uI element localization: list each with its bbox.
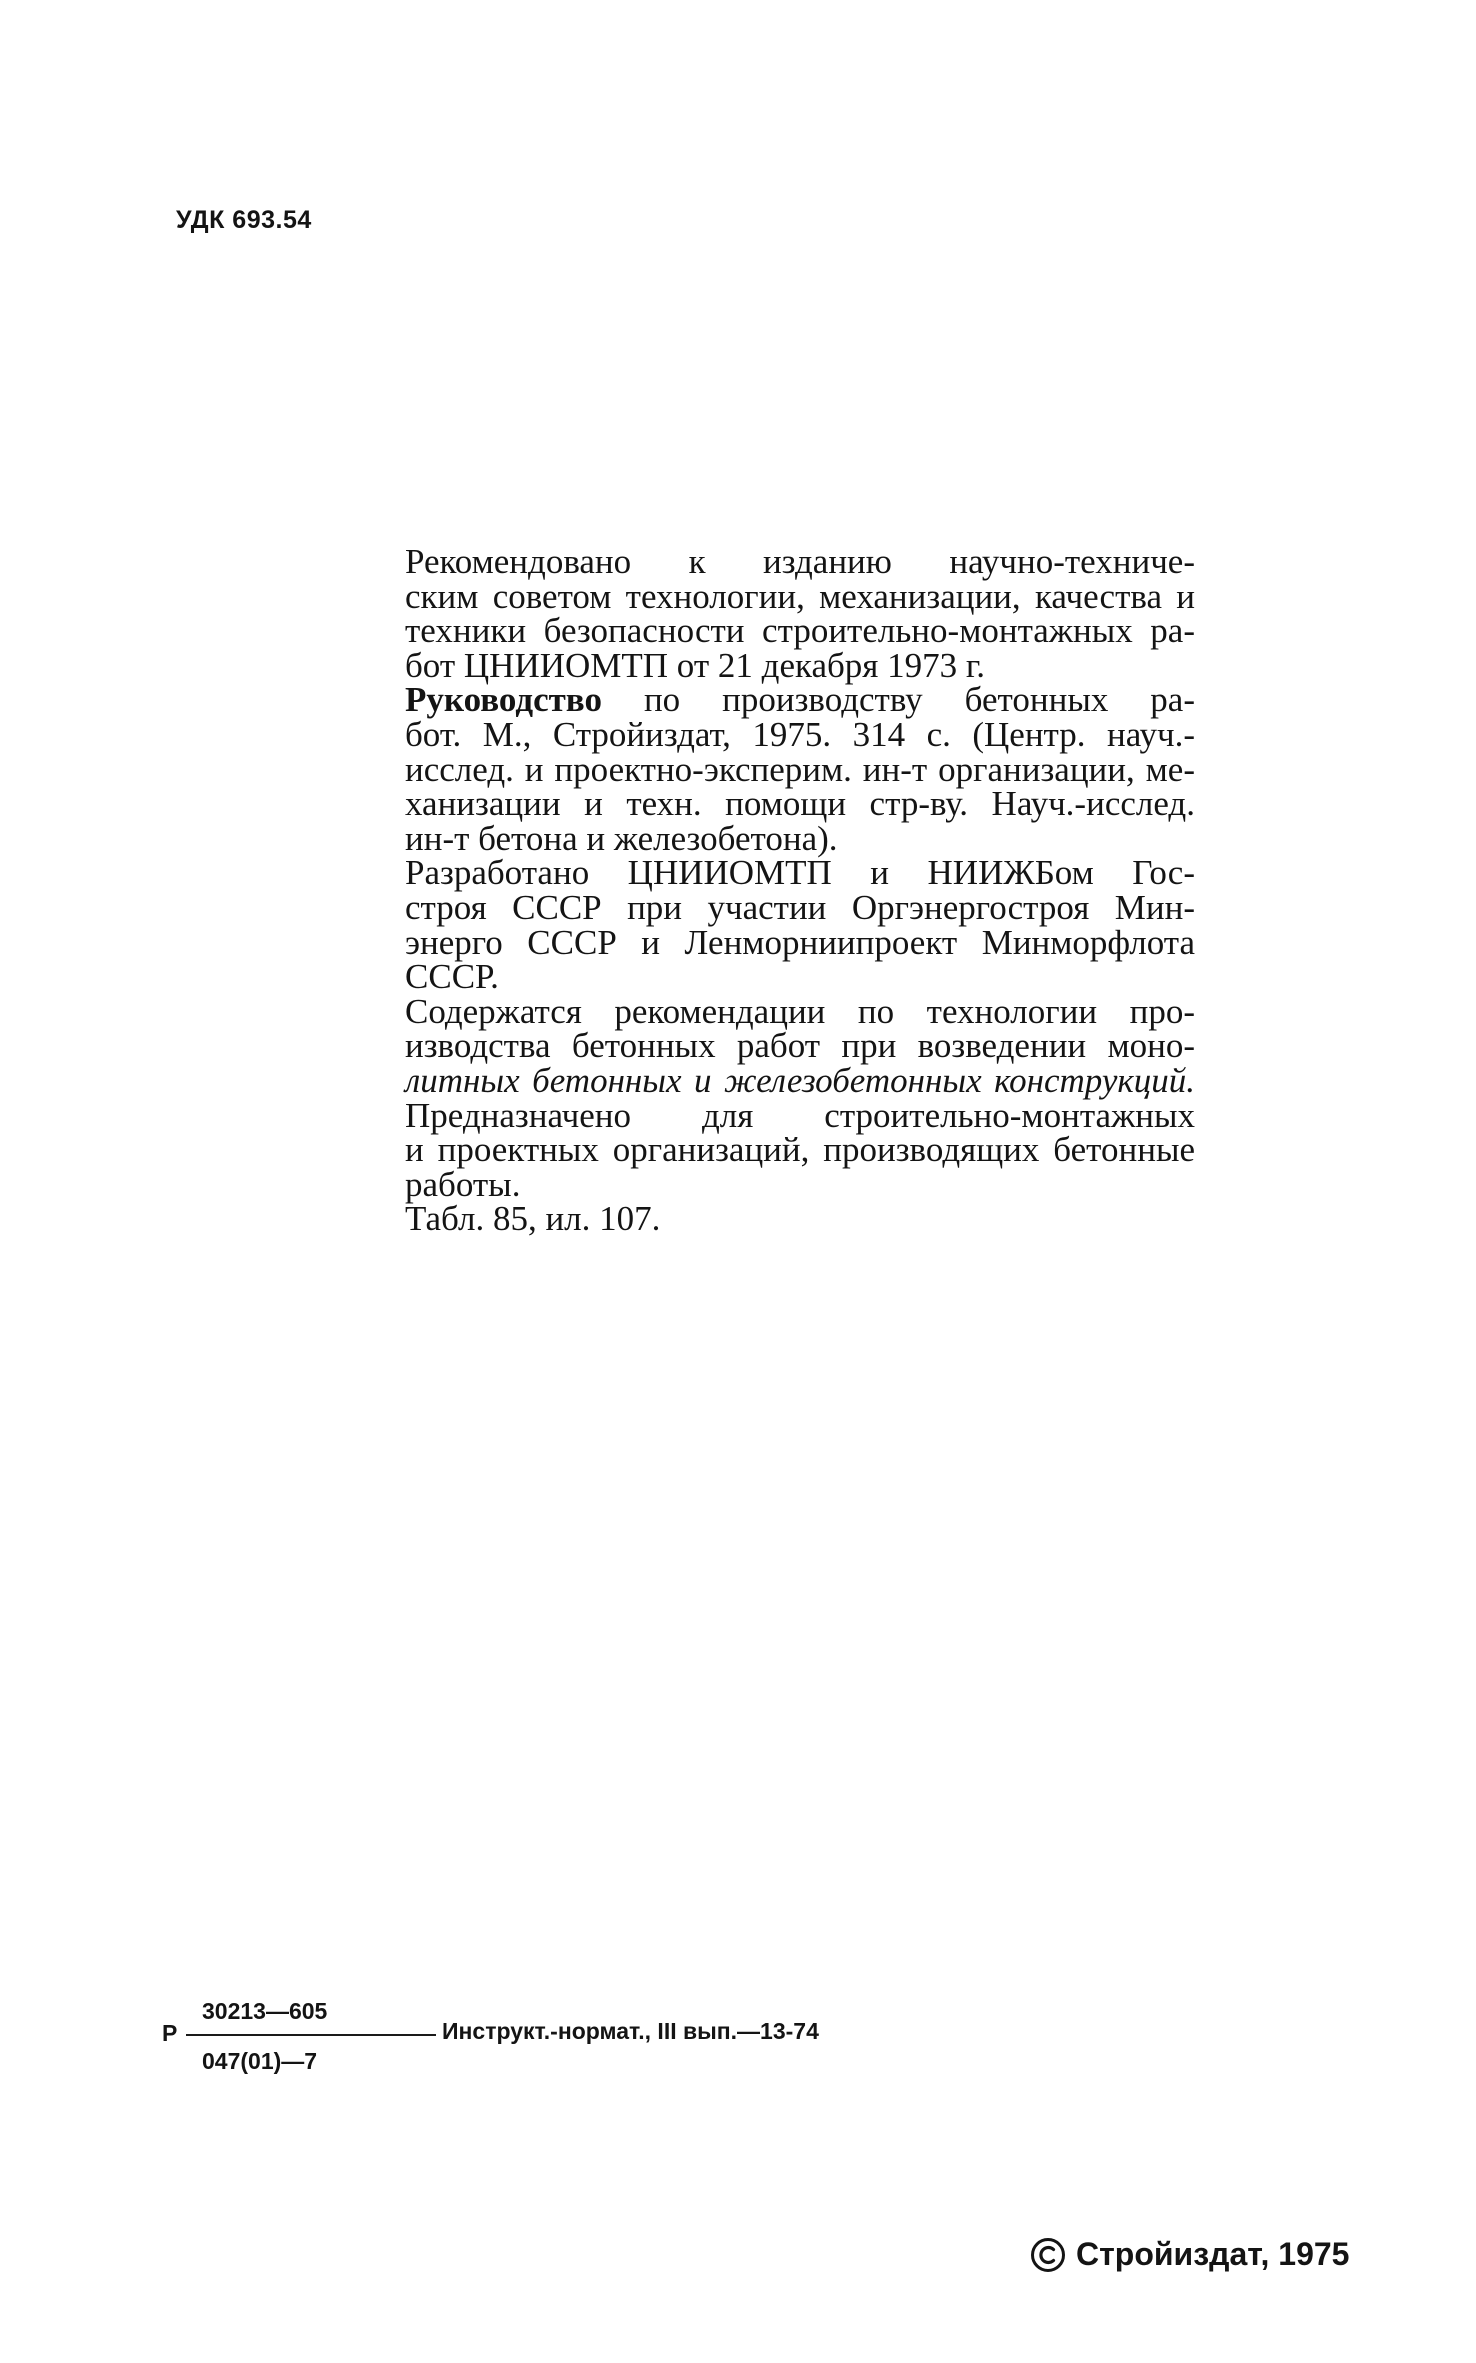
citation-title: Руководство (405, 680, 602, 720)
text-line: бот ЦНИИОМТП от 21 декабря 1973 г. (405, 645, 986, 685)
citation-paragraph (405, 680, 1195, 858)
text-line: техники безопасности строительно-монтажных ра- (405, 611, 1195, 651)
text-line: Табл. 85, ил. 107. (405, 1199, 661, 1239)
catalog-note: Инструкт.-нормат., III вып.—13-74 (436, 2018, 823, 2045)
copyright-line (1030, 2236, 1349, 2273)
text-line: изводства бетонных работ при возведении моно- (405, 1026, 1195, 1066)
citation-line-start: по производству бетонных ра- (601, 680, 1195, 720)
copyright-text: Стройиздат, 1975 (1076, 2236, 1350, 2272)
text-line: Разработано ЦНИИОМТП и НИИЖБом Гос- (405, 853, 1195, 893)
text-line: работы. (405, 1164, 521, 1204)
recommended-paragraph (405, 542, 1195, 685)
udk-code: УДК 693.54 (176, 206, 312, 234)
text-line: энерго СССР и Ленморниипроект Минморфлота (405, 922, 1195, 962)
tables-count (405, 1199, 1195, 1239)
catalog-denominator: 047(01)—7 (202, 2048, 318, 2074)
text-line (405, 680, 1195, 720)
contents-paragraph (405, 991, 1195, 1100)
text-line: исслед. и проектно-эксперим. ин-т организации, ме- (405, 749, 1195, 789)
text-line: ским советом технологии, механизации, качества и (405, 576, 1195, 616)
text-line: бот. М., Стройиздат, 1975. 314 с. (Центр. науч.- (405, 714, 1195, 754)
catalog-prefix: Р (162, 2020, 178, 2046)
text-line: СССР. (405, 957, 499, 997)
abstract (405, 542, 1195, 1239)
text-line: и проектных организаций, производящих бетонные (405, 1130, 1195, 1170)
text-line: ханизации и техн. помощи стр-ву. Науч.-исслед. (405, 784, 1195, 824)
developed-paragraph (405, 853, 1195, 997)
catalog-index (162, 1998, 962, 2088)
text-line: строя СССР при участии Оргэнергостроя Мин- (405, 887, 1195, 927)
text-line: Содержатся рекомендации по технологии про- (405, 991, 1195, 1031)
text-line: Предназначено для строительно-монтажных (405, 1095, 1195, 1135)
intended-paragraph (405, 1095, 1195, 1204)
catalog-numerator: 30213—605 (202, 1998, 328, 2024)
text-line: Рекомендовано к изданию научно-техниче- (405, 542, 1195, 581)
text-line: литных бетонных и железобетонных конструкций. (405, 1060, 1195, 1100)
text-line: ин-т бетона и железобетона). (405, 818, 838, 858)
copyright-icon (1030, 2237, 1066, 2273)
